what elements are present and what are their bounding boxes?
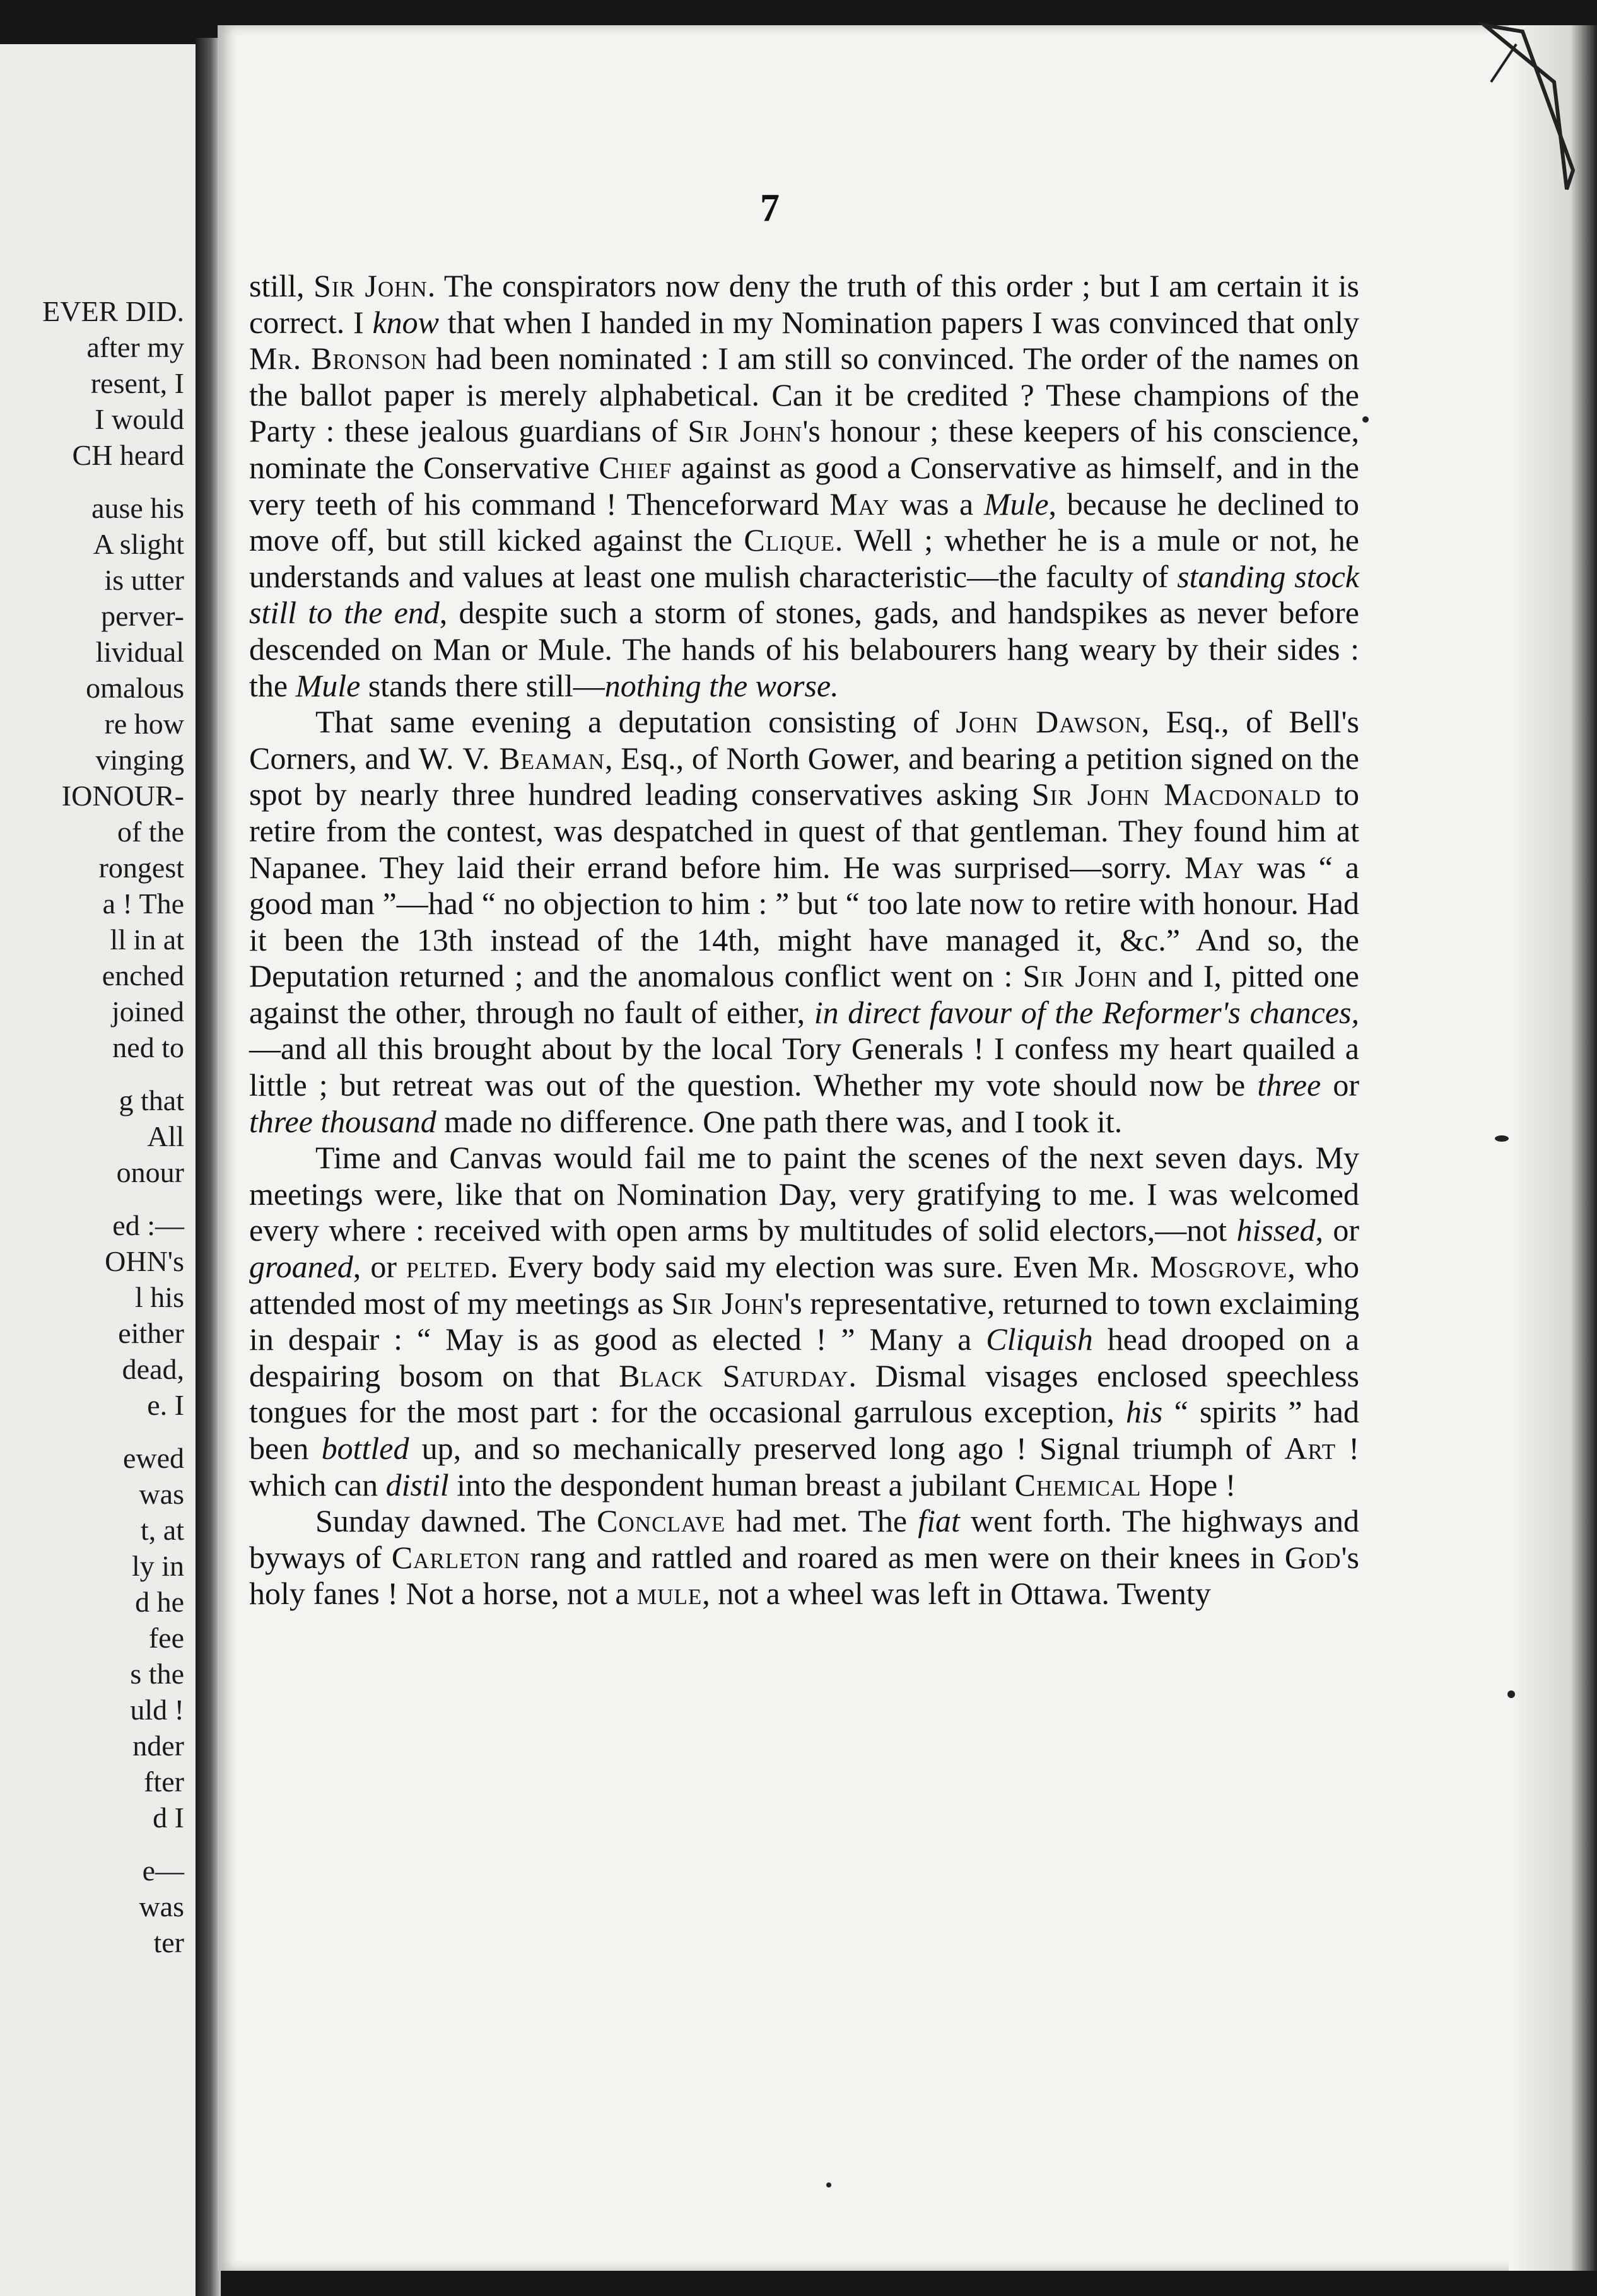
text-run: that when I handed in my Nomination papers I was convinced that only — [438, 304, 1360, 340]
small-caps-text: Black Saturday — [619, 1357, 849, 1393]
small-caps-text: W. V. Beaman — [418, 740, 605, 776]
italic-text: bottled — [321, 1431, 409, 1466]
italic-text: Cliquish — [986, 1321, 1093, 1357]
italic-text: three thousand — [249, 1103, 436, 1139]
facing-page-line: uld ! — [130, 1694, 184, 1726]
scan-speck — [1495, 1135, 1509, 1142]
line-gap — [0, 1065, 184, 1082]
facing-page-line: t, at — [141, 1514, 184, 1546]
facing-page-line: l his — [135, 1281, 184, 1313]
facing-page-line: lividual — [95, 636, 184, 668]
italic-text: Mule — [295, 667, 361, 703]
facing-page-line: I would — [95, 403, 184, 435]
page-body-text — [249, 268, 1359, 1612]
facing-page-left — [0, 44, 196, 2296]
paragraph — [249, 1140, 1359, 1503]
text-run: into the despondent human breast a jubilant — [448, 1467, 1015, 1502]
small-caps-text: God — [1284, 1539, 1342, 1575]
text-run: rang and rattled and roared as men were on their knees in — [520, 1539, 1285, 1575]
facing-page-line: e. I — [147, 1389, 184, 1421]
text-run: ! which can — [249, 1431, 1359, 1502]
italic-text: in direct favour of the Reformer's chances, — [814, 994, 1359, 1030]
facing-page-line: resent, I — [90, 367, 184, 399]
facing-page-line: OHN's — [105, 1245, 184, 1277]
paragraph — [249, 704, 1359, 1140]
italic-text: know — [372, 304, 439, 340]
text-run: made no difference. One path there was, and I took it. — [436, 1103, 1123, 1139]
text-run: , despite such a storm of stones, gads, and handspikes as never before descended on Man or Mule. The hands of his belabourers hang weary by their sides : the — [249, 595, 1359, 703]
facing-page-line: IONOUR- — [61, 780, 184, 812]
facing-page-line: was — [139, 1478, 184, 1510]
facing-page-line: All — [147, 1120, 184, 1152]
text-run: , not a wheel was left in Ottawa. Twenty — [702, 1576, 1211, 1612]
text-run: Hope ! — [1141, 1467, 1236, 1502]
small-caps-text: May — [1185, 849, 1244, 885]
italic-text: fiat — [918, 1503, 960, 1539]
text-run: and I, pitted one against the other, through no fault of either, — [249, 958, 1359, 1030]
text-run: Sunday dawned. The — [315, 1503, 597, 1539]
facing-page-line: g that — [119, 1084, 184, 1116]
facing-page-line: ll in at — [110, 923, 184, 956]
italic-text: distil — [385, 1467, 449, 1502]
paragraph — [249, 1503, 1359, 1612]
text-run: Time and Canvas would fail me to paint the scenes of the next seven days. My meetings were, like that on Nomination Day, very gratifying to me. I was welcomed every where : received with open arms by multitudes of solid electors,—not — [249, 1140, 1359, 1248]
book-gutter — [196, 38, 221, 2296]
facing-page-line: ewed — [122, 1442, 184, 1474]
facing-page-line: re how — [104, 708, 184, 740]
facing-page-line: CH heard — [72, 439, 184, 471]
small-caps-text: Chemical — [1014, 1467, 1142, 1502]
text-run: , because he declined to move off, but still kicked against the — [249, 486, 1360, 558]
facing-page-line: fter — [144, 1766, 184, 1798]
small-caps-text: Mr. Bronson — [249, 341, 428, 377]
text-run: was a — [889, 486, 984, 522]
italic-text: nothing the worse. — [604, 667, 839, 703]
small-caps-text: Carleton — [391, 1539, 520, 1575]
facing-page-line: nder — [132, 1730, 184, 1762]
italic-text: three — [1257, 1067, 1321, 1103]
text-run: 's holy fanes ! Not a horse, not a — [249, 1539, 1359, 1612]
text-run: . The conspirators now deny the truth of this order ; but I am certain it is correct. I — [249, 268, 1359, 340]
small-caps-text: Chief — [599, 449, 672, 485]
facing-page-line: enched — [102, 959, 184, 992]
small-caps-text: Sir John — [313, 268, 428, 303]
facing-page-line: ed :— — [112, 1209, 184, 1241]
text-run: , Esq., of North Gower, and bearing a petition signed on the spot by nearly three hundred leading conservatives asking — [249, 740, 1359, 812]
facing-page-line: ly in — [131, 1550, 184, 1582]
text-run: . Well ; whether he is a mule or not, he understands and values at least one mulish characteristic—the faculty of — [249, 522, 1359, 594]
text-run: 's representative, returned to town exclaiming in despair : “ May is as good as elected ! ” Many a — [249, 1285, 1360, 1357]
text-run: had been nominated : I am still so convinced. The order of the names on the ballot paper is merely alphabetical. Can it be credited ? These champions of the Party : these jealous guardians of — [249, 341, 1359, 449]
text-run: , or — [353, 1249, 407, 1285]
text-run: against as good a Conservative as himself, and in the very teeth of his command ! Thenceforward — [249, 449, 1359, 522]
page-7 — [218, 25, 1517, 2271]
facing-page-line: ned to — [112, 1031, 184, 1063]
text-run: still, — [249, 268, 314, 303]
facing-page-line: after my — [86, 331, 184, 363]
small-caps-text: Sir John — [671, 1285, 785, 1321]
italic-text: hissed — [1236, 1212, 1316, 1248]
text-run: went forth. The highways and byways of — [249, 1503, 1360, 1575]
line-gap — [0, 473, 184, 490]
text-run: or — [1321, 1067, 1359, 1103]
scan-speck — [1507, 1690, 1515, 1698]
text-run: . Dismal visages enclosed speechless tongues for the most part : for the occasional garrulous exception, — [249, 1357, 1359, 1430]
text-run: head drooped on a despairing bosom on that — [249, 1321, 1360, 1393]
page-number: 7 — [760, 187, 780, 230]
small-caps-text: Conclave — [597, 1503, 726, 1539]
text-run: to retire from the contest, was despatched in quest of that gentleman. They found him at Napanee. They laid their errand before him. He was surprised—sorry. — [249, 776, 1359, 885]
facing-page-line: omalous — [86, 672, 184, 704]
small-caps-text: Art — [1284, 1431, 1337, 1466]
text-run: , who attended most of my meetings as — [249, 1249, 1359, 1321]
facing-page-line: A slight — [93, 528, 184, 560]
small-caps-text: pelted — [406, 1249, 491, 1285]
facing-page-line: d he — [135, 1586, 184, 1618]
facing-page-line: dead, — [122, 1353, 184, 1385]
facing-page-line: EVER DID. — [42, 295, 184, 327]
small-caps-text: May — [829, 486, 890, 522]
facing-page-line: was — [139, 1890, 184, 1923]
text-run: had met. The — [725, 1503, 918, 1539]
line-gap — [0, 1836, 184, 1853]
facing-page-line: onour — [116, 1156, 184, 1188]
torn-corner-mark — [1478, 19, 1579, 196]
small-caps-text: Sir John — [1022, 958, 1138, 994]
facing-page-line: ter — [153, 1926, 184, 1959]
text-run: —and all this brought about by the local Tory Generals ! I confess my heart quailed a little ; but retreat was out of the question. Whether my vote should now be — [249, 1031, 1359, 1103]
small-caps-text: Sir John — [687, 413, 803, 449]
text-run: That same evening a deputation consisting of — [315, 704, 956, 740]
line-gap — [0, 1190, 184, 1207]
facing-page-line: either — [118, 1317, 184, 1349]
scan-speck — [826, 2182, 831, 2188]
text-run: “ spirits ” had been — [249, 1394, 1359, 1466]
small-caps-text: Sir John Macdonald — [1031, 776, 1321, 812]
facing-page-line: a ! The — [102, 887, 184, 920]
small-caps-text: mule — [637, 1576, 703, 1612]
facing-page-line: of the — [117, 816, 184, 848]
facing-page-line: is utter — [104, 564, 184, 596]
facing-page-line: e— — [142, 1854, 184, 1887]
text-run: up, and so mechanically preserved long ago ! Signal triumph of — [409, 1431, 1285, 1466]
facing-page-text-fragments — [0, 293, 184, 1960]
paragraph — [249, 268, 1359, 704]
scan-speck — [1362, 416, 1369, 423]
italic-text: groaned — [249, 1249, 353, 1285]
facing-page-line: vinging — [95, 744, 184, 776]
text-run: stands there still— — [360, 667, 605, 703]
small-caps-text: Clique — [744, 522, 835, 558]
italic-text: Mule — [983, 486, 1049, 522]
small-caps-text: John Dawson — [956, 704, 1142, 740]
text-run: , or — [1315, 1212, 1359, 1248]
line-gap — [0, 1423, 184, 1440]
facing-page-line: fee — [148, 1622, 184, 1654]
facing-page-line: joined — [112, 995, 184, 1028]
text-run: , Esq., of Bell's Corners, and — [249, 704, 1359, 776]
facing-page-line: rongest — [98, 852, 184, 884]
small-caps-text: Mr. Mosgrove — [1087, 1249, 1288, 1285]
facing-page-line: ause his — [91, 492, 184, 524]
facing-page-line: d I — [153, 1801, 184, 1834]
italic-text: his — [1126, 1394, 1163, 1430]
facing-page-line: s the — [130, 1658, 184, 1690]
text-run: 's honour ; these keepers of his conscience, nominate the Conservative — [249, 413, 1359, 485]
text-run: was “ a good man ”—had “ no objection to him : ” but “ too late now to retire with honour. Had it been the 13th instead of the 14th, might have managed it, &c.” And so, the Deputation returned ; and the anomalous conflict went on : — [249, 849, 1359, 994]
page-fore-edge — [1509, 25, 1597, 2271]
facing-page-line: perver- — [101, 600, 184, 632]
text-run: . Every body said my election was sure. Even — [490, 1249, 1088, 1285]
italic-text: standing stock still to the end — [249, 558, 1359, 631]
